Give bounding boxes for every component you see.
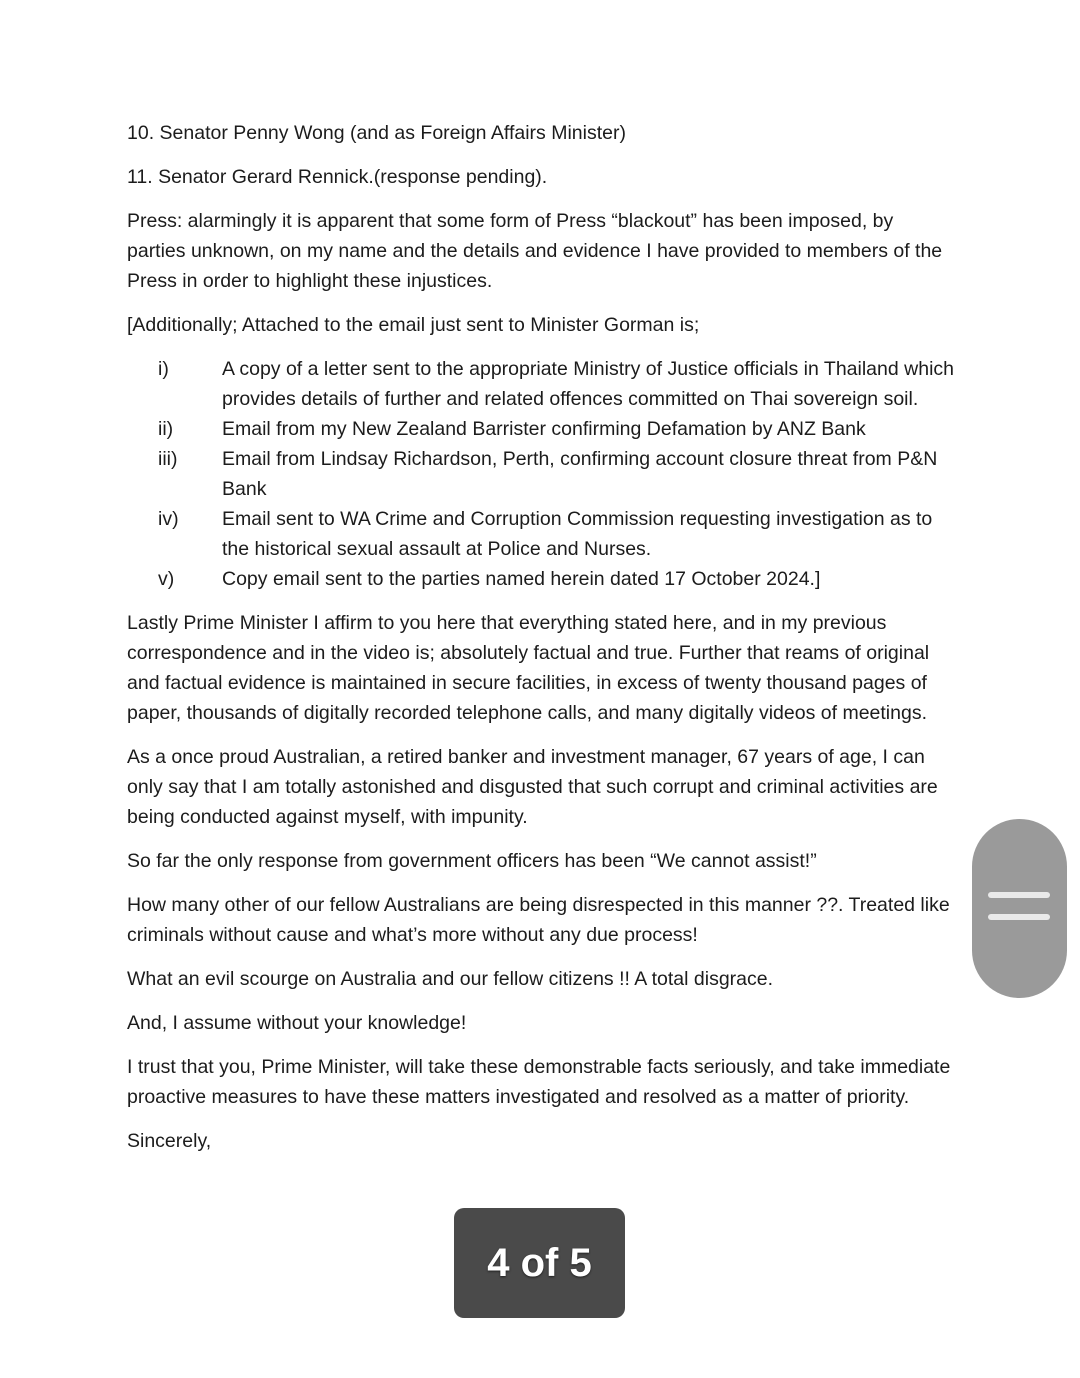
senator-item-10: 10. Senator Penny Wong (and as Foreign Affairs Minister) [127, 122, 626, 144]
list-item-text: Email from my New Zealand Barrister confirming Defamation by ANZ Bank [222, 418, 866, 440]
attachments-intro: [Additionally; Attached to the email just sent to Minister Gorman is; [127, 314, 700, 336]
list-item [127, 354, 957, 414]
sign-off: Sincerely, [127, 1130, 212, 1152]
list-item-text: Copy email sent to the parties named herein dated 17 October 2024.] [222, 568, 821, 590]
list-item-text: A copy of a letter sent to the appropriate Ministry of Justice officials in Thailand which provides details of further and related offences committed on Thai sovereign soil. [222, 358, 954, 410]
list-item [127, 564, 957, 594]
attachments-list [127, 354, 957, 594]
list-item-text: Email sent to WA Crime and Corruption Commission requesting investigation as to the historical sexual assault at Police and Nurses. [222, 508, 933, 560]
list-item-number: iii) [158, 448, 178, 470]
list-item-number: ii) [158, 418, 174, 440]
senator-item-11: 11. Senator Gerard Rennick.(response pending). [127, 166, 548, 188]
list-item-number: v) [158, 568, 175, 590]
list-item [127, 504, 957, 564]
request-paragraph: I trust that you, Prime Minister, will take these demonstrable facts seriously, and take immediate proactive measures to have these matters investigated and resolved as a matter of priority. [127, 1056, 951, 1108]
affirmation-paragraph: Lastly Prime Minister I affirm to you here that everything stated here, and in my previous correspondence and in the video is; absolutely factual and true. Further that reams of original and factual evidence is maintained in secure facilities, in excess of twenty thousand pages of paper, thousands of digitally recorded telephone calls, and many digitally videos of meetings. [127, 612, 930, 724]
question-paragraph: How many other of our fellow Australians are being disrespected in this manner ??. Treated like criminals without cause and what’s more without any due process! [127, 894, 950, 946]
response-paragraph: So far the only response from government officers has been “We cannot assist!” [127, 850, 817, 872]
list-item-text: Email from Lindsay Richardson, Perth, confirming account closure threat from P&N Bank [222, 448, 938, 500]
list-item [127, 444, 957, 504]
scroll-handle[interactable] [972, 819, 1067, 998]
page-indicator: 4 of 5 [454, 1208, 625, 1318]
press-paragraph: Press: alarmingly it is apparent that some form of Press “blackout” has been imposed, by parties unknown, on my name and the details and evidence I have provided to members of the Press in order to highlight these injustices. [127, 210, 943, 292]
list-item-number: iv) [158, 508, 179, 530]
list-item-number: i) [158, 358, 169, 380]
document-page [127, 118, 957, 1170]
knowledge-paragraph: And, I assume without your knowledge! [127, 1012, 467, 1034]
background-paragraph: As a once proud Australian, a retired banker and investment manager, 67 years of age, I can only say that I am totally astonished and disgusted that such corrupt and criminal activities are being conducted against myself, with impunity. [127, 746, 938, 828]
disgrace-paragraph: What an evil scourge on Australia and our fellow citizens !! A total disgrace. [127, 968, 774, 990]
list-item [127, 414, 957, 444]
